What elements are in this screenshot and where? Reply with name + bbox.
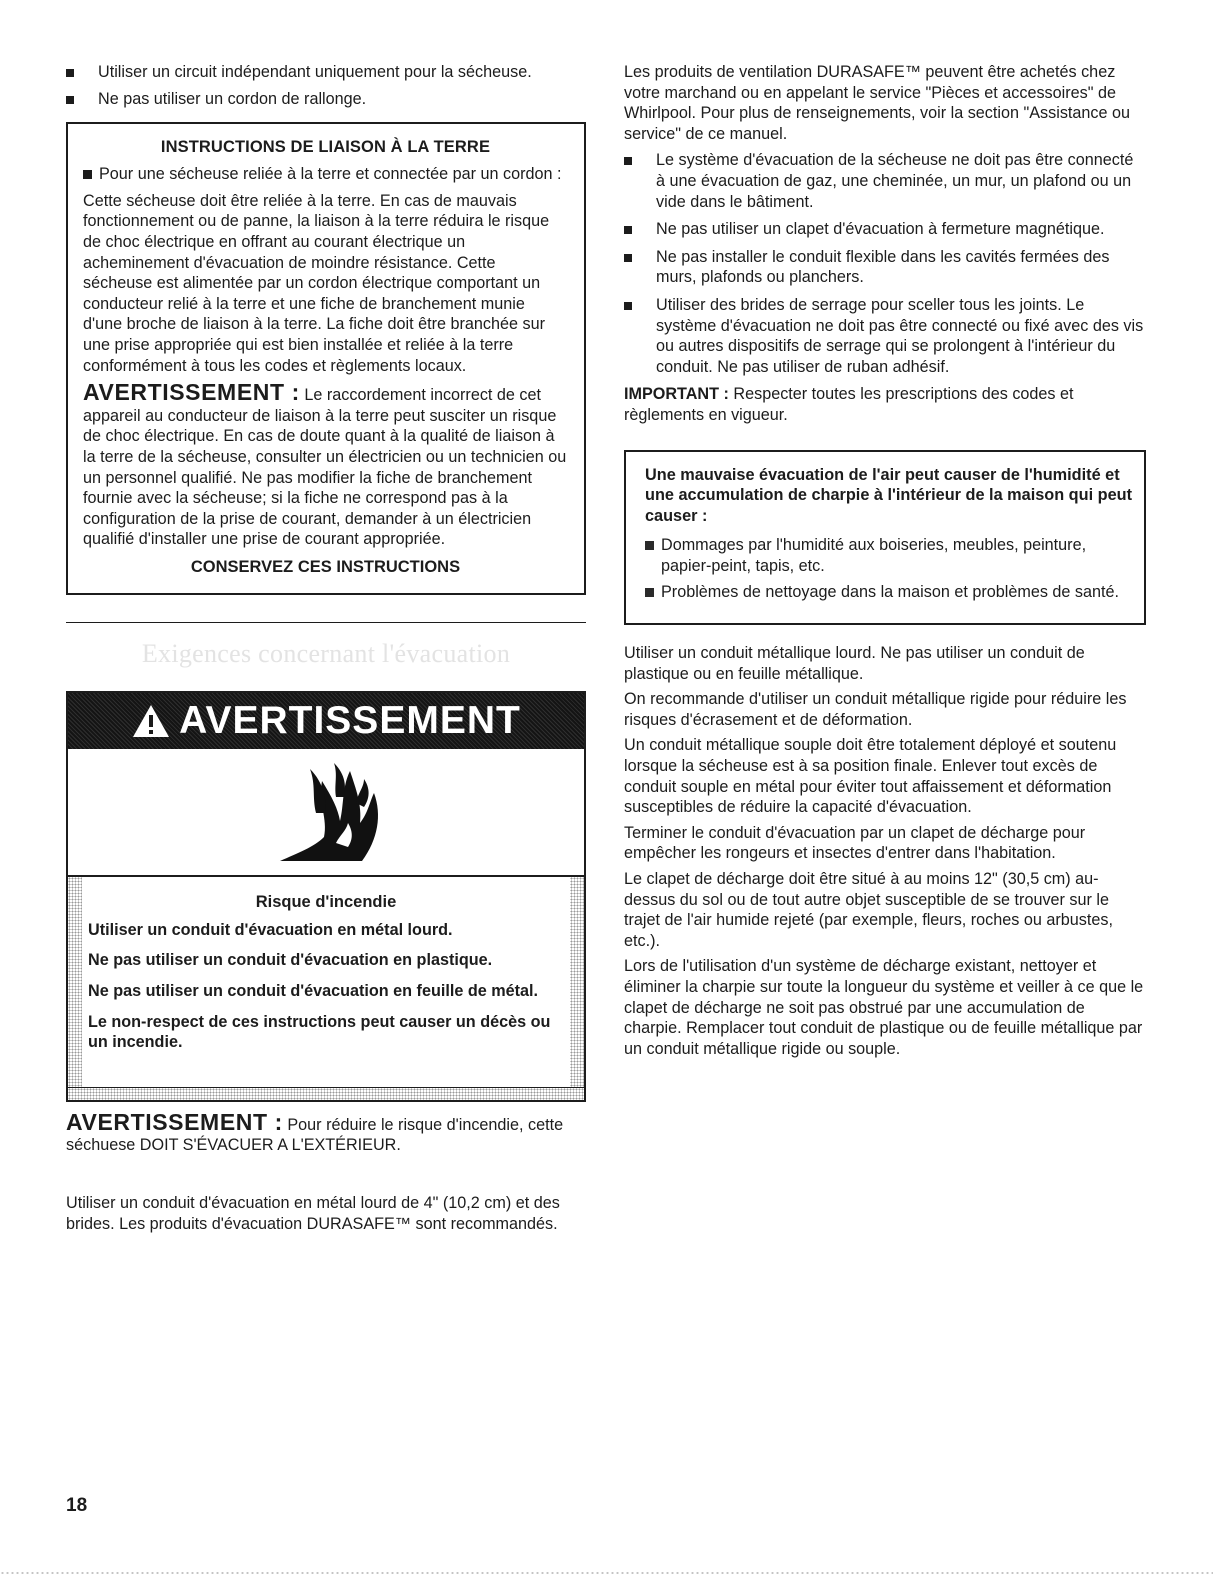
warning-triangle-icon (131, 703, 171, 739)
outdoor-vent-warning: AVERTISSEMENT : Pour réduire le risque d'incendie, cette séchuese DOIT S'ÉVACUER A L'EXTÉRIEUR. (66, 1108, 564, 1155)
durasafe-intro: Les produits de ventilation DURASAFE™ peuvent être achetés chez votre marchand ou en appelant le service "Pièces et accessoires" de Whirlpool. Pour plus de renseignements, voir la section "Assistance ou service" de ce manuel. (624, 63, 1131, 143)
hazard-line: Utiliser un conduit d'évacuation en métal lourd. (88, 920, 453, 939)
warning-header (68, 693, 584, 749)
hazard-title: Risque d'incendie (255, 892, 397, 911)
list-item: Ne pas utiliser un cordon de rallonge. (66, 89, 586, 110)
grounding-body: Cette sécheuse doit être reliée à la terre. En cas de mauvais fonctionnement ou de panne, la liaison à la terre réduira le risque de choc électrique en offrant au courant électrique un acheminement d'évacuation de moindre résistance. Cette sécheuse est alimentée par un cordon électrique comportant un conducteur relié à la terre et une fiche de branchement munie d'une broche de liaison à la terre. La fiche doit être branchée sur une prise appropriée qui est bien installée et reliée à la terre conformément à tous les codes et règlements locaux. (83, 191, 550, 375)
left-column (66, 62, 586, 1234)
list-item: Le système d'évacuation de la sécheuse ne doit pas être connecté à une évacuation de gaz, une cheminée, un mur, un plafond ou un vide dans le bâtiment. (624, 150, 1146, 212)
list-item: Dommages par l'humidité aux boiseries, meubles, peinture, papier-peint, tapis, etc. (645, 535, 1134, 576)
square-bullet-icon (624, 157, 632, 165)
list-item: Ne pas utiliser un clapet d'évacuation à fermeture magnétique. (624, 219, 1146, 240)
warning-text-area (68, 877, 584, 1087)
paragraph: On recommande d'utiliser un conduit métallique rigide pour réduire les risques d'écrasement et de déformation. (624, 690, 1127, 729)
section-title: Exigences concernant l'évacuation (141, 638, 511, 668)
fire-icon-area (68, 749, 584, 877)
moisture-head: Une mauvaise évacuation de l'air peut causer de l'humidité et une accumulation de charpie à l'intérieur de la maison qui peut causer : (645, 465, 1132, 525)
important-label: IMPORTANT : (624, 385, 729, 404)
paragraph: Un conduit métallique souple doit être totalement déployé et soutenu lorsque la sécheuse est à sa position finale. Enlever tout excès de conduit souple en métal pour éviter tout affaissement et déformation susceptibles de réduire la capacité d'évacuation. (624, 736, 1117, 817)
grounding-warning (83, 379, 568, 550)
duct-paragraph: Utiliser un conduit d'évacuation en métal lourd de 4" (10,2 cm) et des brides. Les produits d'évacuation DURASAFE™ sont recommandés. (66, 1194, 560, 1233)
list-item: Ne pas installer le conduit flexible dans les cavités fermées des murs, plafonds ou planchers. (624, 247, 1146, 288)
grounding-instructions-box (66, 122, 586, 595)
hazard-line: Ne pas utiliser un conduit d'évacuation en plastique. (88, 951, 493, 970)
right-column (624, 62, 1146, 1064)
warning-text: Le raccordement incorrect de cet appareil au conducteur de liaison à la terre peut susciter un risque de choc électrique. En cas de doute quant à la qualité de liaison à la terre de la sécheuse, consulter un électricien ou un technicien ou un personnel qualifié. Ne pas modifier la fiche de branchement fournie avec la sécheuse; si la fiche ne correspond pas à la configuration de la prise de courant, demander à un électricien qualifié d'installer une prise de courant appropriée. (83, 386, 567, 549)
paragraph: Le clapet de décharge doit être situé à au moins 12" (30,5 cm) au-dessus du sol ou de tout autre objet susceptible de se trouver sur le trajet de l'air humide rejeté (par exemple, fleurs, roches ou arbustes, etc.). (624, 870, 1113, 950)
section-divider (66, 622, 586, 623)
square-bullet-icon (645, 588, 654, 597)
square-bullet-icon (66, 69, 74, 77)
grounding-title: INSTRUCTIONS DE LIAISON À LA TERRE (160, 138, 491, 157)
fire-hazard-icon (266, 757, 386, 867)
paragraph: Terminer le conduit d'évacuation par un clapet de décharge pour empêcher les rongeurs et insectes d'entrer dans l'habitation. (624, 823, 1086, 863)
list-item: Problèmes de nettoyage dans la maison et problèmes de santé. (645, 582, 1134, 603)
hazard-line: Ne pas utiliser un conduit d'évacuation en feuille de métal. (88, 982, 539, 1001)
warning-word: AVERTISSEMENT : (83, 379, 300, 406)
list-item: Utiliser des brides de serrage pour sceller tous les joints. Le système d'évacuation ne doit pas être connecté ou fixé avec des vis ou autres dispositifs de serrage qui se prolongent à l'intérieur du conduit. Ne pas utiliser de ruban adhésif. (624, 295, 1146, 377)
square-bullet-icon (624, 226, 632, 234)
hazard-line: Le non-respect de ces instructions peut causer un décès ou un incendie. (88, 1012, 551, 1052)
square-bullet-icon (66, 96, 74, 104)
duct-guidance (624, 643, 1146, 1059)
conserve-instructions: CONSERVEZ CES INSTRUCTIONS (190, 557, 461, 576)
power-bullets (66, 62, 586, 109)
square-bullet-icon (83, 170, 92, 179)
important-note: IMPORTANT : Respecter toutes les prescriptions des codes et règlements en vigueur. (624, 385, 1074, 424)
paragraph: Utiliser un conduit métallique lourd. Ne pas utiliser un conduit de plastique ou en feuille métallique. (624, 644, 1085, 683)
moisture-warning-box (624, 450, 1146, 626)
warning-word: AVERTISSEMENT : (66, 1108, 283, 1135)
vent-bullets (624, 150, 1146, 377)
square-bullet-icon (645, 541, 654, 550)
square-bullet-icon (624, 254, 632, 262)
warning-header-label: AVERTISSEMENT (179, 698, 521, 742)
grounding-bullet: Pour une sécheuse reliée à la terre et connectée par un cordon : (83, 164, 568, 185)
fire-warning-panel (66, 691, 586, 1102)
list-item: Utiliser un circuit indépendant uniquement pour la sécheuse. (66, 62, 586, 83)
square-bullet-icon (624, 302, 632, 310)
paragraph: Lors de l'utilisation d'un système de décharge existant, nettoyer et éliminer la charpie sur toute la longueur du système et veiller à ce que le clapet de décharge ne soit pas obstrué par une accumulation de charpie. Remplacer tout conduit de plastique ou de feuille métallique par un conduit métallique rigide ou souple. (624, 957, 1144, 1058)
page-number: 18 (66, 1495, 88, 1516)
